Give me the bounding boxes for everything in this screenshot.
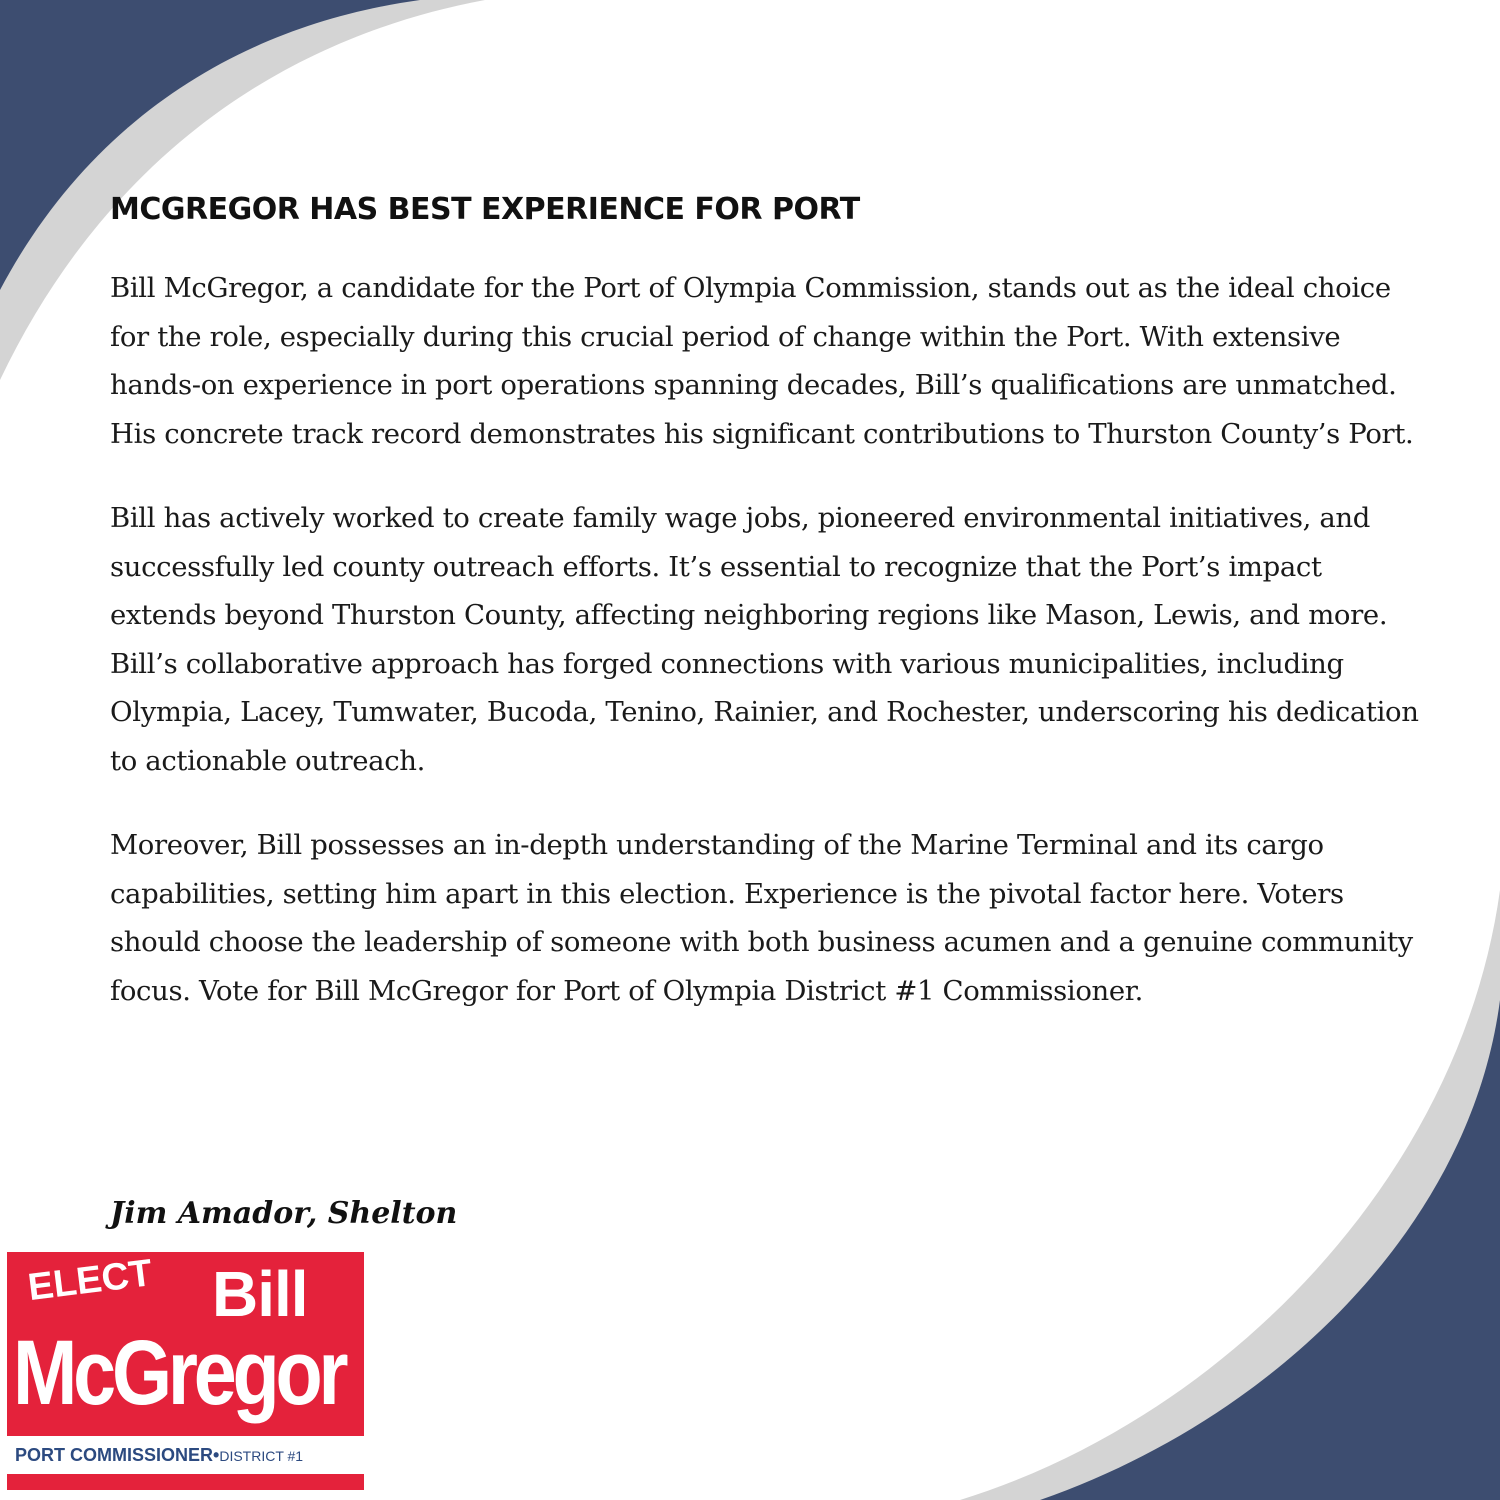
letter-paragraph-3: Moreover, Bill possesses an in-depth understanding of the Marine Terminal and its cargo capabilities, setting him apart in this election. Experience is the pivotal factor here. Voters should choose the leadership of someone with both business acumen and a genuine community focus. Vote for Bill McGregor for Port of Olympia District #1 Commissioner. [110,829,1413,1007]
letter-signature: Jim Amador, Shelton [110,1196,458,1231]
logo-office-band [7,1436,364,1474]
logo-office-line [15,1444,303,1467]
logo-separator: • [213,1445,220,1465]
logo-last-name: McGregor [13,1322,345,1424]
letter-paragraph-2: Bill has actively worked to create family wage jobs, pioneered environmental initiatives, and successfully led county outreach efforts. It’s essential to recognize that the Port’s impact extends beyond Thurston County, affecting neighboring regions like Mason, Lewis, and more. Bill’s collaborative approach has forged connections with various municipalities, including Olympia, Lacey, Tumwater, Bucoda, Tenino, Rainier, and Rochester, underscoring his dedication to actionable outreach. [110,502,1419,777]
logo-office: PORT COMMISSIONER [15,1445,214,1465]
letter-body [110,190,1420,1051]
letter-paragraph-1: Bill McGregor, a candidate for the Port of Olympia Commission, stands out as the ideal choice for the role, especially during this crucial period of change within the Port. With extensive hands-on experience in port operations spanning decades, Bill’s qualifications are unmatched. His concrete track record demonstrates his significant contributions to Thurston County’s Port. [110,272,1414,450]
letter-headline: MCGREGOR HAS BEST EXPERIENCE FOR PORT [110,192,860,227]
logo-first-name: Bill [212,1258,308,1330]
logo-district: DISTRICT #1 [219,1448,304,1464]
campaign-logo [7,1252,364,1490]
logo-elect-text: ELECT [25,1252,155,1310]
